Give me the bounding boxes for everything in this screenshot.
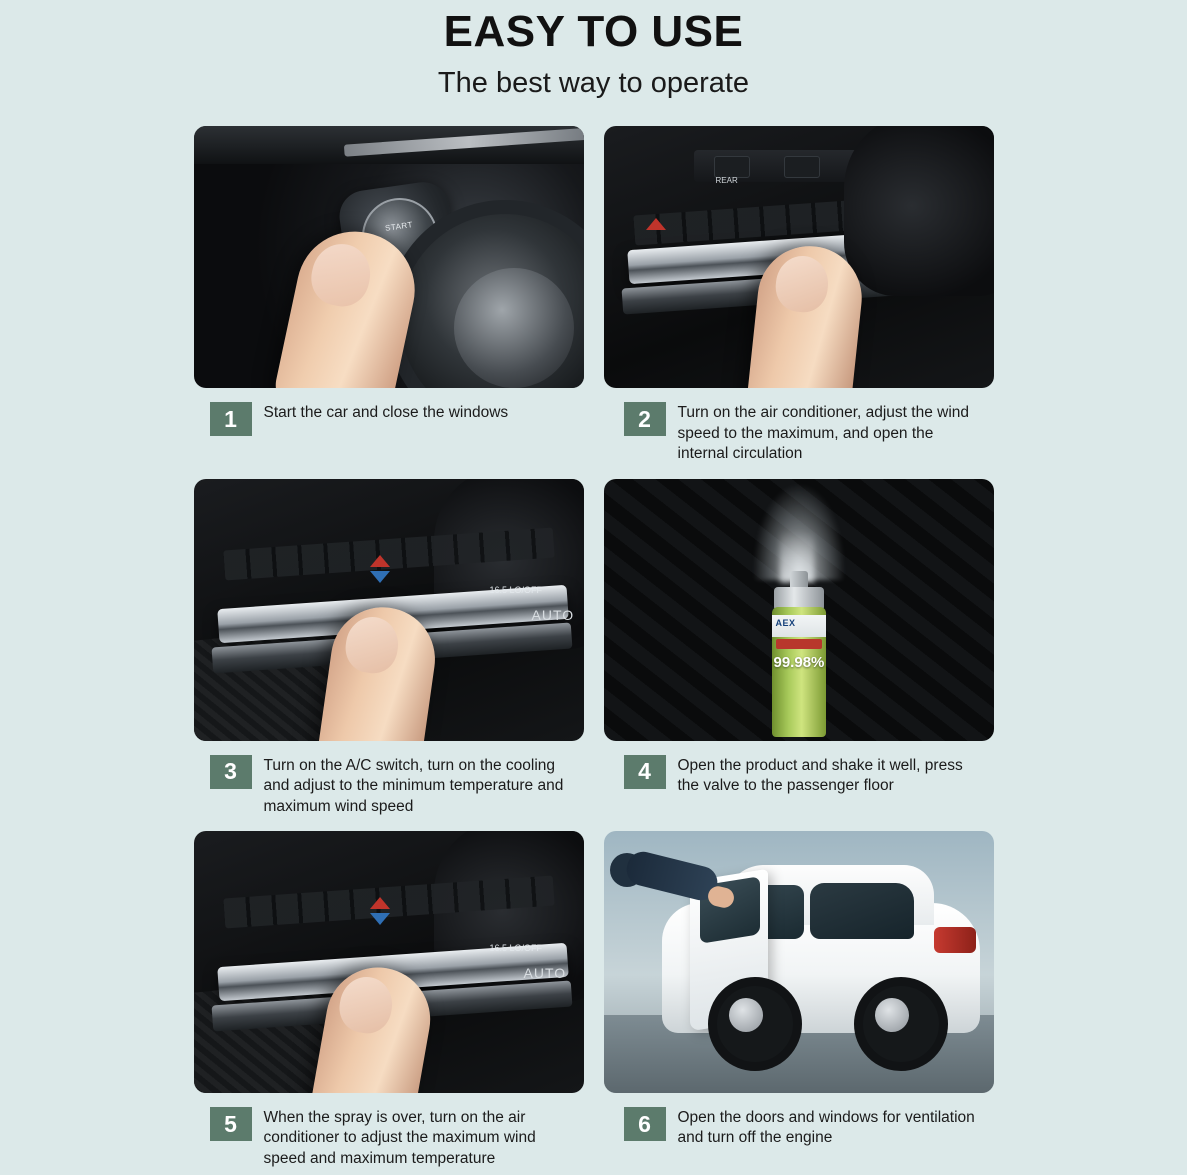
steps-grid: [194, 126, 994, 1169]
caption-row-2: [604, 402, 994, 464]
windshield-defrost-button: [784, 156, 820, 178]
seat-shadow: [844, 126, 994, 296]
caption-row-1: [194, 402, 584, 436]
temp-up-icon: [370, 897, 390, 909]
caption-row-3: [194, 755, 584, 817]
step-caption-5: When the spray is over, turn on the air conditioner to adjust the maximum wind speed and maximum temperature: [263, 1109, 536, 1167]
step-number-badge-1: 1: [210, 402, 252, 436]
rear-wheel: [854, 977, 948, 1071]
start-button-label: START: [384, 220, 413, 234]
can-claim-text: 99.98%: [773, 653, 825, 671]
step-number-badge-2: 2: [624, 402, 666, 436]
temp-up-icon: [370, 555, 390, 567]
step-image-6: [604, 831, 994, 1093]
step-image-1: [194, 126, 584, 388]
header: [0, 0, 1187, 100]
step-number-badge-5: 5: [210, 1107, 252, 1141]
caption-row-6: [604, 1107, 994, 1149]
person-arm: [623, 848, 720, 903]
auto-label: AUTO: [523, 965, 567, 981]
step-card-2: [604, 126, 994, 464]
can-label-stripe: [776, 639, 822, 649]
step-caption-3: Turn on the A/C switch, turn on the cooling and adjust to the minimum temperature and maximum wind speed: [263, 756, 564, 815]
step-card-4: [604, 479, 994, 817]
auto-label: AUTO: [531, 606, 575, 623]
step-number-badge-3: 3: [210, 755, 252, 789]
step-caption-2: Turn on the air conditioner, adjust the wind speed to the maximum, and open the internal circulation: [677, 404, 970, 463]
step-image-3: [194, 479, 584, 741]
rear-defrost-button: [714, 156, 750, 178]
caption-row-4: [604, 755, 994, 797]
step-card-1: [194, 126, 584, 464]
rear-window: [810, 883, 914, 939]
step-number-badge-4: 4: [624, 755, 666, 789]
page-subtitle: The best way to operate: [437, 67, 750, 100]
temperature-display: 16.5 LO/OFF: [489, 584, 543, 595]
rear-label: REAR: [715, 176, 738, 186]
step-image-4: [604, 479, 994, 741]
taillight: [934, 927, 976, 953]
step-image-2: [604, 126, 994, 388]
step-caption-1: Start the car and close the windows: [263, 404, 509, 422]
temp-down-icon: [370, 913, 390, 925]
step-card-3: [194, 479, 584, 817]
step-card-5: [194, 831, 584, 1169]
front-wheel: [708, 977, 802, 1071]
step-image-5: [194, 831, 584, 1093]
page-title: EASY TO USE: [443, 7, 744, 56]
temp-up-icon: [646, 218, 666, 230]
step-card-6: [604, 831, 994, 1169]
temp-down-icon: [370, 571, 390, 583]
can-brand-label: AEX: [775, 617, 796, 628]
caption-row-5: [194, 1107, 584, 1169]
step-caption-6: Open the doors and windows for ventilation and turn off the engine: [677, 1109, 975, 1147]
steering-wheel-hub: [454, 268, 574, 388]
step-caption-4: Open the product and shake it well, press the valve to the passenger floor: [677, 756, 963, 795]
step-number-badge-6: 6: [624, 1107, 666, 1141]
temperature-display: 16.5 LO/OFF: [489, 943, 543, 953]
